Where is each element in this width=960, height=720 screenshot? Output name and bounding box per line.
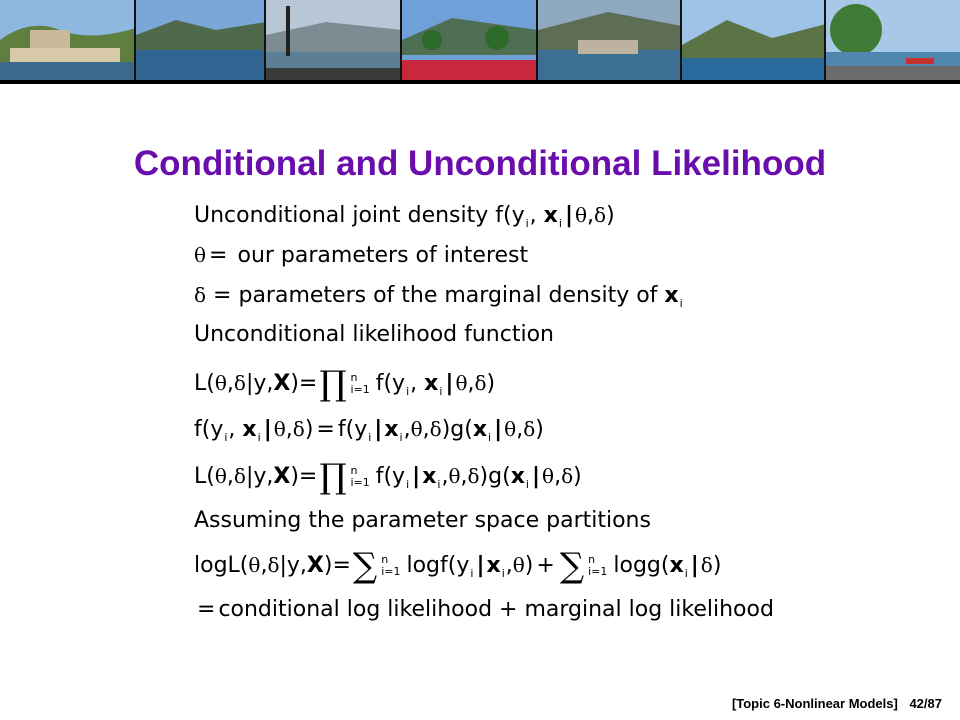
line-theta-definition: θ = our parameters of interest xyxy=(194,243,529,268)
line-likelihood-heading: Unconditional likelihood function xyxy=(194,322,554,347)
lake-aerial-photo xyxy=(538,0,682,80)
line-likelihood-factored: L(θ,δ|y,X)=∏ n i=1 $f(y_i$ $|x_i,\theta,\delta)g(x_i$ | θ,δ) xyxy=(194,457,582,497)
product-limits: n i=1 xyxy=(350,371,370,396)
product-symbol: ∏ xyxy=(319,364,347,404)
product-symbol: ∏ xyxy=(319,457,347,497)
page-number: 42/87 xyxy=(909,696,942,711)
lake-promenade-photo xyxy=(266,0,402,80)
line-delta-definition: δ = parameters of the marginal density of $x_i$ xyxy=(194,283,683,310)
lakeside-park-photo xyxy=(826,0,960,80)
banner-divider xyxy=(0,80,960,84)
line-log-likelihood-sum: logL(θ,δ|y,X)=∑ n i=1 $\log f(y_i$ $|x_i,\theta$) + ∑ n i=1 $\log g(x_i$ | δ) xyxy=(194,546,722,586)
sum-symbol: ∑ xyxy=(559,546,585,586)
slide-title: Conditional and Unconditional Likelihood xyxy=(133,144,827,183)
line-log-likelihood-decomposition: = conditional log likelihood + marginal log likelihood xyxy=(197,597,774,622)
header-photo-strip xyxy=(0,0,960,80)
lake-harbor-photo xyxy=(136,0,266,80)
flower-garden-photo xyxy=(402,0,538,80)
sum-symbol: ∑ xyxy=(352,546,378,586)
line-likelihood-product: L(θ,δ|y,X)=∏ n i=1 $f(y_i$, $x_i$ | θ,δ) xyxy=(194,364,496,404)
line-density-factorization: $f(y_i$, $x_i$ | $\theta,\delta) = f(y_i$ $|x_i,\theta,\delta)g(x_i$ | θ,δ) xyxy=(194,417,544,444)
line-joint-density: Unconditional joint density $f(y_i$, $x_i$ | θ,δ) xyxy=(194,203,615,230)
footer-topic: [Topic 6-Nonlinear Models] xyxy=(731,696,898,711)
lakeside-town-photo xyxy=(0,0,136,80)
line-partition-assumption: Assuming the parameter space partitions xyxy=(194,508,651,533)
lake-mountains-photo xyxy=(682,0,826,80)
sum-limits: n i=1 xyxy=(381,553,401,578)
product-limits: n i=1 xyxy=(350,464,370,489)
slide-footer xyxy=(724,696,942,711)
sum-limits: n i=1 xyxy=(588,553,608,578)
